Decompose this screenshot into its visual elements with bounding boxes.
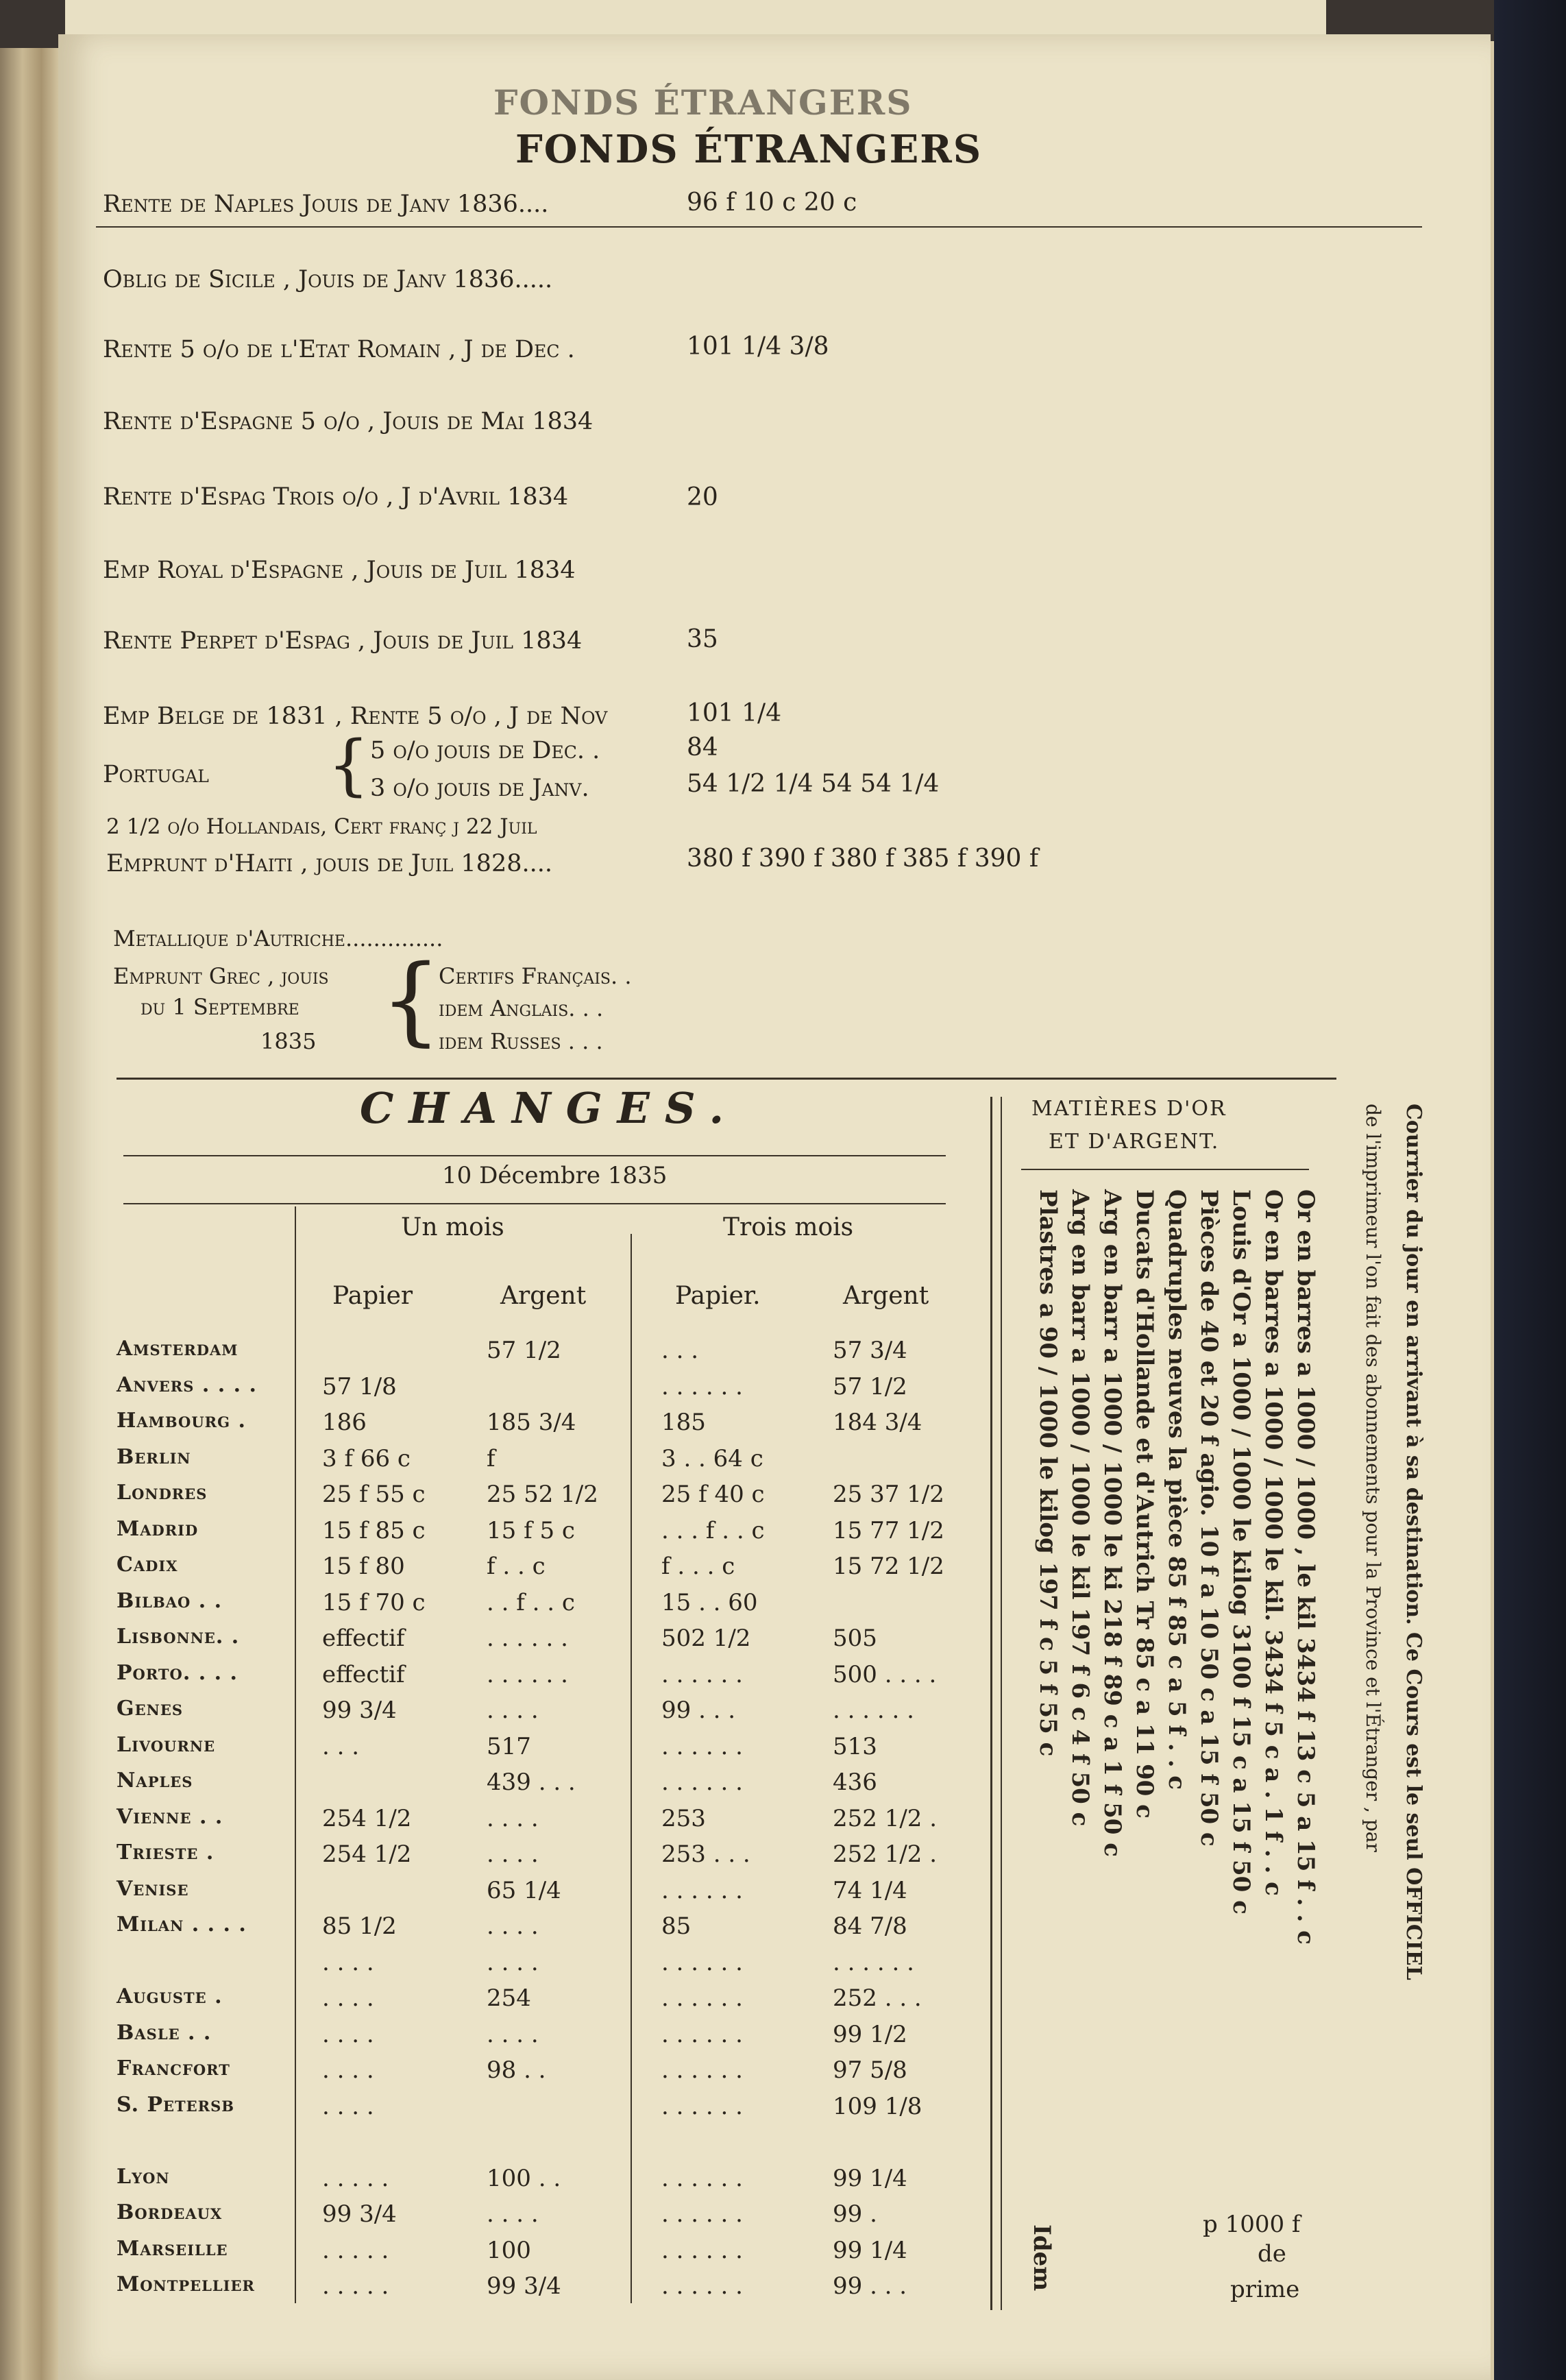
row-city: Auguste . [117,1984,223,2008]
matieres-line: Ducats d'Hollande et d'Autrich Tr 85 c a 11 90 c [1131,1189,1158,1819]
row-city: Naples [117,1769,193,1793]
row-city: Genes [117,1697,183,1721]
row-cell-p3: . . . . . . [661,2200,743,2228]
row-cell-p3: 185 [661,1409,706,1436]
row-cell-a3: 99 1/2 [833,2020,907,2048]
matieres-line: Plastres a 90 / 1000 le kilog 197 f c 5 f 55 c [1034,1189,1062,1757]
row-cell-p1: 186 [322,1409,367,1436]
row-cell-a3: . . . . . . [833,1697,914,1724]
matieres-line: Or en barres a 1000 / 1000 le kil. 3434 f 5 c a . 1 f . . c [1260,1189,1287,1896]
row-cell-p3: 253 [661,1804,706,1832]
row-city: Bilbao . . [117,1588,223,1613]
row-cell-p3: . . . . . . [661,2164,743,2192]
metallique-label: Metallique d'Autriche.............. [113,925,443,951]
fonds-value-belge: 101 1/4 [687,699,782,727]
portugal-3-value: 54 1/2 1/4 54 54 1/4 [687,770,940,798]
row-cell-a1: . . . . . . [487,1660,568,1688]
fonds-rule [96,226,1422,228]
row-cell-p1: 3 f 66 c [322,1444,411,1472]
matieres-heading-1: MATIÈRES D'OR [1031,1097,1227,1121]
page-title: FONDS ÉTRANGERS [515,127,983,172]
ghost-title: FONDS ÉTRANGERS [493,82,913,123]
row-cell-p1: . . . . [322,1948,374,1976]
changes-col-sep-1 [295,1206,296,2303]
row-city: Madrid [117,1516,199,1541]
changes-rule-1 [123,1155,946,1156]
fonds-value-naples: 96 f 10 c 20 c [687,189,857,217]
changes-col-sep-2 [631,1234,632,2303]
row-cell-a3: 505 [833,1625,877,1652]
row-cell-p3: . . . . . . [661,2056,743,2084]
row-city: Marseille [117,2236,228,2261]
row-cell-a1: 65 1/4 [487,1876,561,1904]
row-cell-p3: . . . . . . [661,2236,743,2264]
row-cell-a1: . . . . [487,1697,539,1724]
row-cell-a1: . . . . [487,1841,539,1868]
row-city: Bordeaux [117,2200,223,2224]
matieres-line: Pièces de 40 et 20 f agio. 10 f a 10 50 c a 15 f 50 c [1195,1189,1223,1847]
row-cell-a3: 15 77 1/2 [833,1516,944,1544]
row-cell-p3: . . . . . . [661,1732,743,1760]
row-cell-a3: 15 72 1/2 [833,1553,944,1580]
row-cell-a3: 99 1/4 [833,2164,907,2192]
col-papier-3: Papier. [675,1282,761,1310]
row-cell-a1: 15 f 5 c [487,1516,575,1544]
row-cell-a1: . . f . . c [487,1588,575,1616]
row-cell-a3: 500 . . . . [833,1660,937,1688]
row-cell-a3: 97 5/8 [833,2056,907,2084]
row-cell-p1: . . . . [322,2020,374,2048]
row-cell-a1: 98 . . [487,2056,546,2084]
row-cell-p3: 15 . . 60 [661,1588,758,1616]
row-city: Hambourg . [117,1409,246,1433]
row-cell-a1: 517 [487,1732,531,1760]
row-city: Trieste . [117,1841,215,1865]
matieres-line: Arg en barr a 1000 / 1000 le ki 218 f 89 c a 1 f 50 c [1099,1189,1126,1857]
row-cell-p3: f . . . c [661,1553,735,1580]
row-cell-a1: f . . c [487,1553,546,1580]
row-city: Berlin [117,1444,191,1469]
row-cell-a1: 100 . . [487,2164,561,2192]
row-cell-a3: 252 1/2 . [833,1804,938,1832]
row-cell-p1: 25 f 55 c [322,1481,426,1508]
fonds-label-espagne5: Rente d'Espagne 5 o/o , Jouis de Mai 1834 [103,408,594,435]
row-cell-p1: 99 3/4 [322,1697,397,1724]
row-cell-p3: . . . . . . [661,1984,743,2012]
row-cell-p3: 3 . . 64 c [661,1444,763,1472]
row-city: Venise [117,1876,189,1901]
row-cell-p3: . . . . . . [661,1876,743,1904]
row-cell-p1: . . . . [322,2092,374,2120]
row-city: Porto. . . . [117,1660,238,1685]
row-cell-p3: . . . . . . [661,1769,743,1796]
portugal-label: Portugal [103,761,209,788]
row-cell-a3: 84 7/8 [833,1912,907,1940]
row-cell-a1: f [487,1444,496,1472]
col-trois-mois: Trois mois [723,1213,854,1241]
row-cell-a3: 74 1/4 [833,1876,907,1904]
row-cell-a1: 99 3/4 [487,2272,561,2300]
row-city: Anvers . . . . [117,1372,257,1397]
row-cell-p3: . . . . . . [661,2020,743,2048]
row-cell-a3: 25 37 1/2 [833,1481,944,1508]
dark-background-strip [1494,0,1566,2380]
grec-brace: { [380,945,442,1056]
row-cell-p1: 254 1/2 [322,1804,412,1832]
row-city: Milan . . . . [117,1912,247,1936]
row-cell-p1: . . . [322,1732,360,1760]
row-cell-p3: . . . . . . [661,1948,743,1976]
grec-label-line1: Emprunt Grec , jouis [113,963,329,989]
row-cell-p1: 99 3/4 [322,2200,397,2228]
col-un-mois: Un mois [401,1213,504,1241]
portugal-brace: { [328,727,370,803]
matieres-col-sep [990,1097,992,2310]
row-cell-a1: . . . . [487,1912,539,1940]
row-cell-a3: 99 . [833,2200,877,2228]
row-cell-a1: 439 . . . [487,1769,576,1796]
matieres-line: Quadruples neuves la pièce 85 f 85 c a 5 f . . c [1163,1189,1190,1790]
matieres-line: Louis d'Or a 1000 / 1000 le kilog 3100 f 15 c a 15 f 50 c [1227,1189,1255,1915]
haiti-value: 380 f 390 f 380 f 385 f 390 f [687,845,1039,873]
row-city: Londres [117,1481,208,1505]
fonds-label-sicile: Oblig de Sicile , Jouis de Janv 1836..... [103,266,553,293]
row-cell-p3: 502 1/2 [661,1625,751,1652]
row-cell-p3: . . . . . . [661,2092,743,2120]
fonds-value-romain: 101 1/4 3/8 [687,332,829,361]
row-cell-p1: . . . . . [322,2164,389,2192]
haiti-label: Emprunt d'Haiti , jouis de Juil 1828.... [106,850,552,877]
matieres-prime: prime [1230,2276,1300,2303]
row-cell-p3: 25 f 40 c [661,1481,765,1508]
changes-date: 10 Décembre 1835 [442,1162,668,1189]
row-cell-a3: 109 1/8 [833,2092,922,2120]
portugal-3-label: 3 o/o jouis de Janv. [370,775,589,802]
row-city: Montpellier [117,2272,255,2296]
row-cell-p1: effectif [322,1660,405,1688]
row-cell-p1: . . . . [322,2056,374,2084]
row-cell-a1: . . . . [487,1804,539,1832]
row-cell-p3: . . . . . . [661,2272,743,2300]
row-city: Cadix [117,1553,178,1577]
row-cell-p1: 15 f 85 c [322,1516,426,1544]
fonds-value-perpet: 35 [687,625,718,653]
matieres-de: de [1258,2240,1286,2268]
row-cell-a1: 185 3/4 [487,1409,576,1436]
matieres-line: Arg en barr a 1000 / 1000 le kil 197 f 6 c 4 f 50 c [1066,1189,1094,1827]
fonds-label-romain: Rente 5 o/o de l'Etat Romain , J de Dec . [103,336,575,363]
row-cell-a1: 100 [487,2236,531,2264]
row-cell-a1: 254 [487,1984,531,2012]
row-cell-p3: . . . [661,1337,699,1364]
row-city: Lyon [117,2164,170,2189]
fonds-value-espagne3: 20 [687,483,718,511]
row-cell-p3: 99 . . . [661,1697,736,1724]
changes-rule-2 [123,1203,946,1204]
row-cell-p1: 254 1/2 [322,1841,412,1868]
matieres-line: Or en barres a 1000 / 1000 , le kil 3434 f 13 c 5 a 15 f . . c [1292,1189,1319,1945]
row-cell-a1: . . . . . . [487,1625,568,1652]
fonds-label-belge: Emp Belge de 1831 , Rente 5 o/o , J de Nov [103,703,608,730]
grec-label-line2: du 1 Septembre [140,994,299,1020]
row-cell-a1: . . . . [487,1948,539,1976]
col-argent-1: Argent [500,1282,587,1310]
row-cell-a3: 57 1/2 [833,1372,907,1400]
row-cell-p1: 85 1/2 [322,1912,397,1940]
matieres-col-sep-inner [1001,1097,1002,2310]
portugal-5-label: 5 o/o jouis de Dec. . [370,737,600,764]
matieres-rule [1021,1169,1309,1170]
row-cell-p3: . . . . . . [661,1372,743,1400]
portugal-5-value: 84 [687,733,718,762]
row-cell-p1: 15 f 70 c [322,1588,426,1616]
row-cell-a1: 25 52 1/2 [487,1481,598,1508]
col-argent-3: Argent [843,1282,929,1310]
matieres-heading-2: ET D'ARGENT. [1049,1130,1220,1154]
row-city: Basle . . [117,2020,212,2045]
row-cell-a1: . . . . [487,2200,539,2228]
matieres-p1000: p 1000 f [1203,2211,1301,2238]
side-note-official: Courrier du jour en arrivant à sa destination. Ce Cours est le seul OFFICIEL [1402,1104,1426,1980]
row-city: Livourne [117,1732,216,1757]
row-cell-p1: 57 1/8 [322,1372,397,1400]
grec-item-russes: idem Russes . . . [439,1028,603,1054]
grec-item-francais: Certifs Français. . [439,963,632,989]
grec-label-line3: 1835 [260,1028,317,1054]
row-cell-a3: 57 3/4 [833,1337,907,1364]
row-city: Lisbonne. . [117,1625,240,1649]
matieres-idem: Idem [1028,2224,1055,2292]
hollandais-label: 2 1/2 o/o Hollandais, Cert franç j 22 Juil [106,814,537,839]
row-cell-p3: 253 . . . [661,1841,750,1868]
row-cell-a1: 57 1/2 [487,1337,561,1364]
side-note-abonnements: de l'imprimeur l'on fait des abonnements pour la Province et l'Étranger , par [1362,1104,1384,1852]
row-cell-a1: . . . . [487,2020,539,2048]
row-cell-a3: 184 3/4 [833,1409,922,1436]
changes-title: CHANGES. [360,1083,739,1133]
row-cell-p3: . . . f . . c [661,1516,765,1544]
row-cell-p3: 85 [661,1912,692,1940]
row-cell-a3: 99 . . . [833,2272,907,2300]
row-cell-p1: . . . . . [322,2236,389,2264]
row-city: Francfort [117,2056,230,2080]
row-city: Vienne . . [117,1804,223,1829]
fonds-label-perpet: Rente Perpet d'Espag , Jouis de Juil 1834 [103,627,583,655]
row-cell-p1: . . . . . [322,2272,389,2300]
row-cell-a3: 513 [833,1732,877,1760]
row-cell-p1: effectif [322,1625,405,1652]
page-top-edge [65,0,1326,34]
fonds-label-espagne3: Rente d'Espag Trois o/o , J d'Avril 1834 [103,483,569,511]
row-cell-a3: 252 . . . [833,1984,922,2012]
row-cell-a3: 99 1/4 [833,2236,907,2264]
row-city: S. Petersb [117,2092,235,2117]
section-rule [117,1078,1336,1080]
grec-item-anglais: idem Anglais. . . [439,995,604,1021]
row-cell-p1: 15 f 80 [322,1553,405,1580]
fonds-label-emp-royal: Emp Royal d'Espagne , Jouis de Juil 1834 [103,557,576,584]
col-papier-1: Papier [332,1282,413,1310]
row-cell-a3: 436 [833,1769,877,1796]
row-cell-a3: 252 1/2 . [833,1841,938,1868]
row-city: Amsterdam [117,1337,238,1361]
row-cell-p1: . . . . [322,1984,374,2012]
row-cell-p3: . . . . . . [661,1660,743,1688]
fonds-label-naples: Rente de Naples Jouis de Janv 1836.... [103,191,549,218]
row-cell-a3: . . . . . . [833,1948,914,1976]
